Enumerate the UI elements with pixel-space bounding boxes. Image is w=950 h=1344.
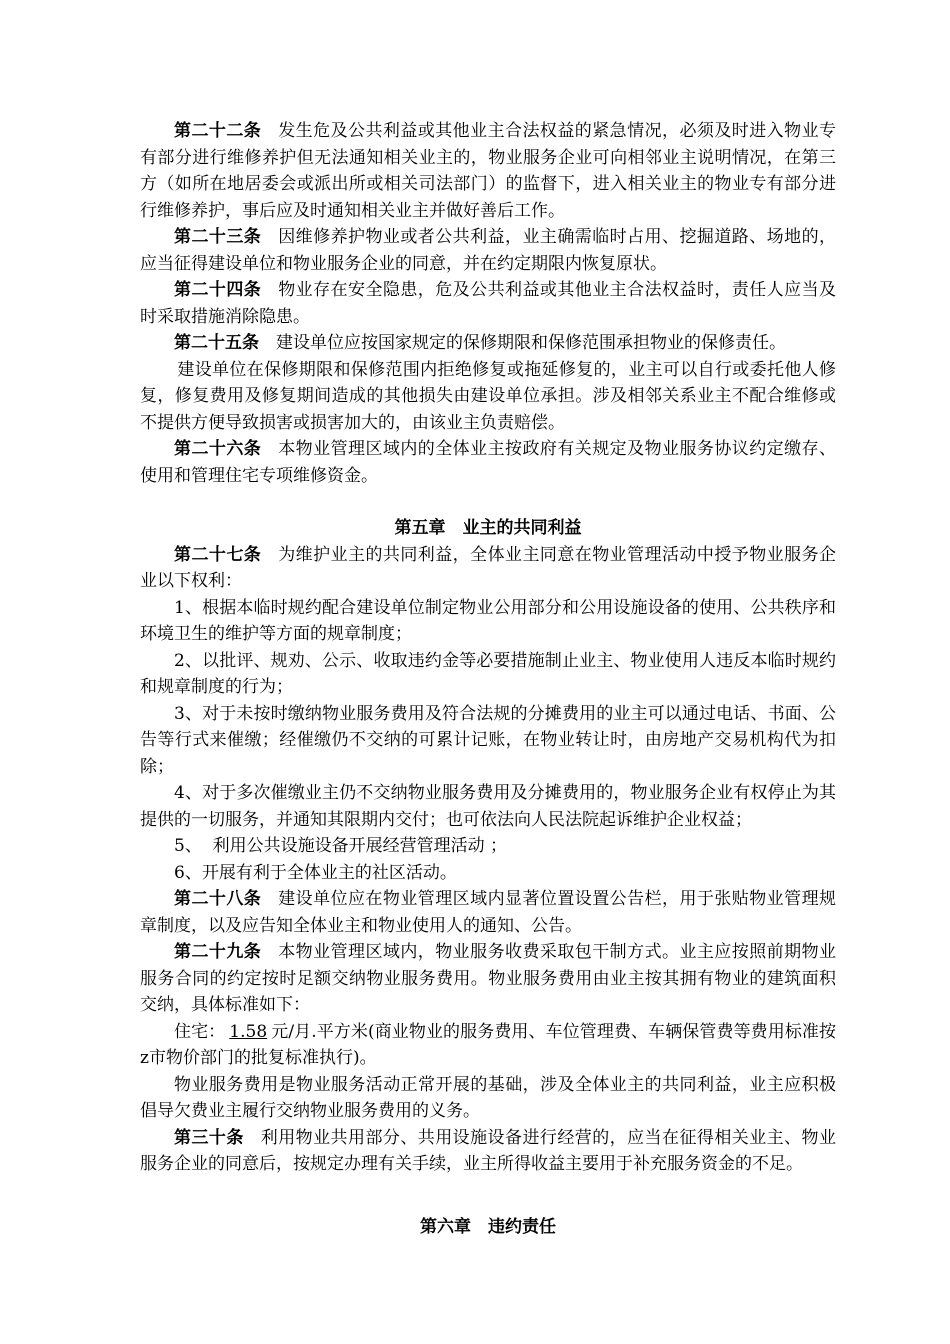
article-label: 第二十五条	[174, 333, 259, 353]
article-label: 第二十六条	[174, 439, 262, 459]
article-24	[140, 277, 836, 330]
article-label: 第二十三条	[174, 227, 262, 247]
article-text: 因维修养护物业或者公共利益，业主确需临时占用、挖掘道路、场地的，应当征得建设单位和物业服务企业的同意，并在约定期限内恢复原状。	[140, 227, 837, 274]
article-26	[140, 436, 836, 489]
article-text: 本物业管理区域内的全体业主按政府有关规定及物业服务协议约定缴存、使用和管理住宅专项维修资金。	[140, 439, 837, 486]
article-text: 物业存在安全隐患，危及公共利益或其他业主合法权益时，责任人应当及时采取措施消除隐患。	[140, 280, 837, 327]
fee-suffix: 元/月.平方米(商业物业的服务费用、车位管理费、车辆保管费等费用标准按z市物价部门的批复标准执行)。	[140, 1021, 837, 1068]
article-text: 本物业管理区域内，物业服务收费采取包干制方式。业主应按照前期物业服务合同的约定按时足额交纳物业服务费用。物业服务费用由业主按其拥有物业的建筑面积交纳，具体标准如下：	[140, 942, 837, 1015]
article-28	[140, 886, 836, 939]
article-label: 第二十四条	[174, 280, 262, 300]
article-25	[140, 330, 836, 357]
chapter-number: 第六章	[420, 1216, 471, 1237]
fee-prefix: 住宅：	[174, 1021, 226, 1042]
document-body	[140, 118, 836, 1240]
article-30	[140, 1125, 836, 1178]
list-item: 1、根据本临时规约配合建设单位制定物业公用部分和公用设施设备的使用、公共秩序和环境卫生的维护等方面的规章制度；	[140, 597, 836, 644]
list-item: 6、开展有利于全体业主的社区活动。	[174, 862, 457, 883]
article-text: 利用物业共用部分、共用设施设备进行经营的，应当在征得相关业主、物业服务企业的同意后，按规定办理有关手续，业主所得收益主要用于补充服务资金的不足。	[140, 1127, 837, 1174]
article-29	[140, 939, 836, 1019]
article-label: 第二十八条	[174, 889, 262, 909]
article-22	[140, 118, 836, 224]
article-text: 为维护业主的共同利益，全体业主同意在物业管理活动中授予物业服务企业以下权利：	[140, 544, 837, 591]
article-label: 第二十九条	[174, 942, 262, 962]
article-23	[140, 224, 836, 277]
article-25-extra: 建设单位在保修期限和保修范围内拒绝修复或拖延修复的，业主可以自行或委托他人修复，修复费用及修复期间造成的其他损失由建设单位承担。涉及相邻关系业主不配合维修或不提供方便导致损害或损害加大的，由该业主负责赔偿。	[140, 359, 836, 433]
fee-amount: 1.58	[229, 1021, 268, 1042]
list-item: 4、对于多次催缴业主仍不交纳物业服务费用及分摊费用的，物业服务企业有权停止为其提供的一切服务，并通知其限期内交付；也可依法向人民法院起诉维护企业权益；	[140, 783, 836, 830]
list-item: 3、对于未按时缴纳物业服务费用及符合法规的分摊费用的业主可以通过电话、书面、公告等行式来催缴；经催缴仍不交纳的可累计记账，在物业转让时，由房地产交易机构代为扣除；	[140, 703, 836, 777]
fee-standard-line	[140, 1019, 836, 1072]
article-label: 第二十七条	[174, 544, 262, 565]
chapter-5-heading	[140, 515, 836, 542]
article-label: 第二十二条	[174, 121, 262, 141]
article-text: 建设单位应在物业管理区域内显著位置设置公告栏，用于张贴物业管理规章制度，以及应告知全体业主和物业使用人的通知、公告。	[140, 889, 837, 936]
chapter-6-heading	[140, 1214, 836, 1241]
article-text: 发生危及公共利益或其他业主合法权益的紧急情况，必须及时进入物业专有部分进行维修养护但无法通知相关业主的，物业服务企业可向相邻业主说明情况，在第三方（如所在地居委会或派出所或相关司法部门）的监督下，进入相关业主的物业专有部分进行维修养护，事后应及时通知相关业主并做好善后工作。	[140, 121, 837, 221]
article-label: 第三十条	[174, 1127, 244, 1148]
article-27	[140, 542, 836, 595]
chapter-number: 第五章	[394, 518, 446, 538]
chapter-title: 违约责任	[488, 1216, 556, 1237]
list-item: 5、 利用公共设施设备开展经营管理活动 ；	[174, 836, 508, 856]
fee-note: 物业服务费用是物业服务活动正常开展的基础，涉及全体业主的共同利益，业主应积极倡导欠费业主履行交纳物业服务费用的义务。	[140, 1074, 836, 1121]
list-item: 2、以批评、规劝、公示、收取违约金等必要措施制止业主、物业使用人违反本临时规约和规章制度的行为；	[140, 650, 836, 697]
article-text: 建设单位应按国家规定的保修期限和保修范围承担物业的保修责任。	[276, 333, 786, 353]
chapter-title: 业主的共同利益	[462, 518, 582, 538]
